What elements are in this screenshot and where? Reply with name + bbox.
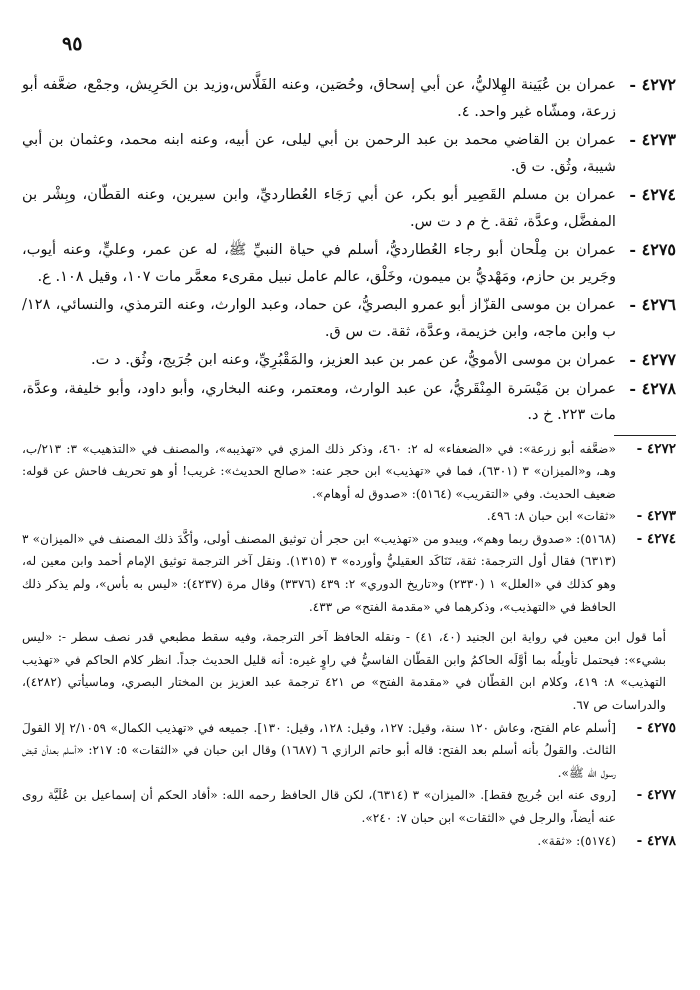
entry-4273 xyxy=(22,127,676,180)
entry-text: عمران بن عُيَينة الهِلاليُّ، عن أبي إسحاق، وحُصَين، وعنه الفَلَّاس،وزيد بن الحَرِيش، وجمْع، ضعَّفه أبو زرعة، ومشّاه غير واحد. ٤. xyxy=(22,76,616,120)
footnote-number: ٤٢٧٨ - xyxy=(636,832,676,849)
entry-4275 xyxy=(22,237,676,290)
footnote-4273 xyxy=(22,505,676,528)
footnote-number: ٤٢٧٧ - xyxy=(636,787,676,804)
footnote-4274 xyxy=(22,528,676,618)
entry-4274 xyxy=(22,182,676,235)
entry-number: ٤٢٧٨ - xyxy=(629,378,676,398)
footnote-4274-continuation: أما قول ابن معين في رواية ابن الجنيد (٤٠، ٤١) - ونقله الحافظ آخر الترجمة، وفيه سقط مطبعي قدر نصف سطر -: «ليس بشيء»: فيحتمل تأويلُه بما أوَّلَه الحاكمُ وابن القطّان الفاسيُّ في راوٍ غيره: أنه قليل الحديث جداً. انظر كلام الحاكم في «تهذيب التهذيب» ٨: ٤١٩، وكلام ابن القطّان في «مقدمة الفتح» ص ٤٢١ ترجمة عبد العزيز بن المختار البصري، وماسيأتي (٤٢٨٢)، والدراسات ص ٦٧. xyxy=(22,630,666,713)
entry-text: عمران بن القاضي محمد بن عبد الرحمن بن أبي ليلى، عن أبيه، وعنه ابنه محمد، وعثمان بن أبي شيبة، وثُق. ت ق. xyxy=(22,131,616,175)
footnote-text: (٥١٦٨): «صدوق ربما وهم»، ويبدو من «تهذيب» ابن حجر أن توثيق المصنف أولى، وأكَّدَ ذلك المصنف في «الميزان» ٣ (٦٣١٣) فقال أول الترجمة: ثقة، تَنَاكَد العقيليُّ وأورده» ٣ (١٣١٥). ونقل آخر الترجمة توثيق الإمام أحمد وابن معين له، وهو كذلك في «العلل» ١ (٢٣٣٠) و«تاريخ الدوري» ٢: ٤٣٩ (٣٣٧٦) وقال مرة (٤٢٣٧): «ليس به بأس»، ولم يذكر ذلك الحافظ في «التهذيب»، وذكرهما في «مقدمة الفتح» ص ٤٣٣. xyxy=(22,531,616,614)
footnote-number: ٤٢٧٢ - xyxy=(636,440,676,457)
footnote-4278 xyxy=(22,830,676,853)
entry-number: ٤٢٧٧ - xyxy=(629,350,676,369)
entry-text: عمران بن موسى الأمويُّ، عن عمر بن عبد العزيز، والمَقْبُرِيِّ، وعنه ابن جُرَيج، وثُق. د ت. xyxy=(91,351,616,368)
footnote-text: «ثقات» ابن حبان ٨: ٤٩٦. xyxy=(486,509,616,524)
entry-text: عمران بن مسلم القَصِير أبو بكر، عن أبي رَجَاء العُطارديِّ، وابن سيرين، وعنه القطّان، وبِشْر بن المفضَّل، وعدَّة، ثقة. خ م د ت س. xyxy=(22,186,616,230)
footnotes xyxy=(22,438,676,853)
entry-4276 xyxy=(22,292,676,345)
entry-text: عمران بن موسى القزّاز أبو عمرو البصريُّ، عن حماد، وعبد الوارث، وعنه الترمذي، والنسائي، ١٢٨/ ب وابن ماجه، وابن خزيمة، وعدَّة، ثقة. ت س ق. xyxy=(22,296,616,340)
footnote-text: [روى عنه ابن جُريج فقط]. «الميزان» ٣ (٦٣١٤)، لكن قال الحافظ رحمه الله: «أفاد الحكم أن إسماعيل بن عُلَيَّة روى عنه أيضاً، والرجل في «الثقات» ابن حبان ٧: ٢٤٠». xyxy=(22,788,616,825)
entry-number: ٤٢٧٢ - xyxy=(629,75,676,94)
entry-text: عمران بن مَيْسَرة المِنْقَريُّ، عن عبد الوارث، ومعتمر، وعنه البخاري، وأبو داود، وأبو خليفة، وعدَّة، مات ٢٢٣. خ د. xyxy=(22,379,616,423)
footnote-4277 xyxy=(22,784,676,829)
entry-4277 xyxy=(22,347,676,374)
footnote-4275 xyxy=(22,717,676,785)
page-number: ٩٥ xyxy=(62,33,83,55)
entry-4278 xyxy=(22,376,676,429)
footnote-divider xyxy=(614,435,676,436)
footnote-number: ٤٢٧٣ - xyxy=(636,508,676,525)
entry-number: ٤٢٧٦ - xyxy=(629,295,676,314)
footnote-number: ٤٢٧٥ - xyxy=(636,719,676,736)
entry-number: ٤٢٧٥ - xyxy=(629,240,676,259)
entry-4272 xyxy=(22,72,676,125)
entries xyxy=(22,72,676,429)
footnote-text: (٥١٧٤): «ثقة». xyxy=(537,833,616,848)
footnote-text: [أسلم عام الفتح، وعاش ١٢٠ سنة، وقيل: ١٢٧، وقيل: ١٢٨، وقيل: ١٣٠]. جميعه في «تهذيب الكمال» ٢/١٠٥٩ إلا القولَ الثالث. والقولُ بأنه أسلم بعد الفتح: قاله أبو حاتم الرازي ٦ (١٦٨٧) وقال ابن حبان في «الثقات» ٥: ٢١٧: «أسلم بعدأن قبض رسول الله ﷺ». xyxy=(22,720,616,780)
entry-text: عمران بن مِلْحان أبو رجاء العُطارديُّ، أسلم في حياة النبيِّ ﷺ، له عن عمر، وعليٍّ، وعنه أيوب، وجَرير بن حازم، ومَهْديُّ بن ميمون، وخَلْق، عالم عامل نبيل مقرىء معمَّر مات ١٠٧، وقيل ١٠٨. ع. xyxy=(22,241,616,285)
footnote-4272 xyxy=(22,438,676,506)
entry-number: ٤٢٧٣ - xyxy=(629,130,676,149)
entry-number: ٤٢٧٤ - xyxy=(629,185,676,204)
footnote-number: ٤٢٧٤ - xyxy=(636,530,676,547)
footnote-text: «ضعَّفه أبو زرعة»: في «الضعفاء» له ٢: ٤٦٠، وذكر ذلك المزي في «تهذيبه»، والمصنف في «التذهيب» ٣: ٢١٣/ب، وهـ، و«الميزان» ٣ (٦٣٠١)، فما في «تهذيب» ابن حجر عنه: «صالح الحديث»: غريب! أو هو تحريف فاحش عن قوله: ضعيف الحديث. وفي «التقريب» (٥١٦٤): «صدوق له أوهام». xyxy=(22,441,616,501)
